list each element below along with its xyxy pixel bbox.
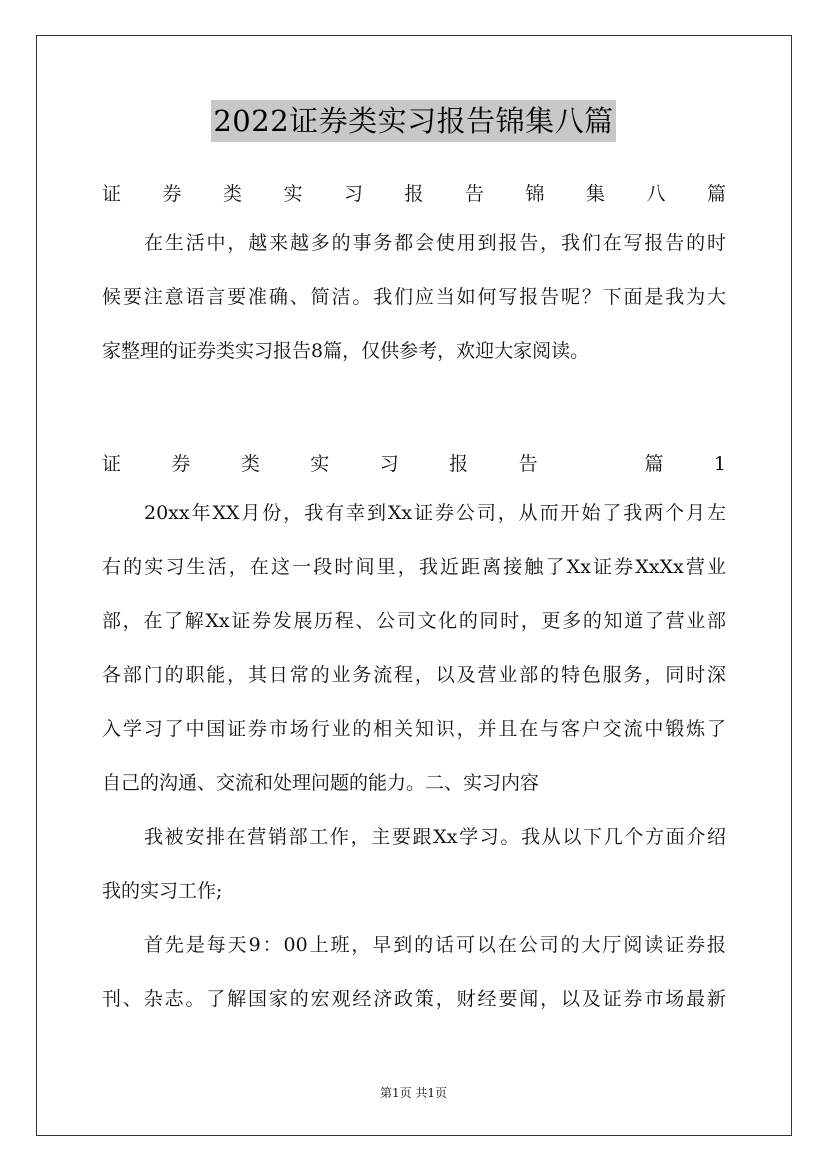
paragraph-line: 入学习了中国证券市场行业的相关知识，并且在与客户交流中锻炼了 (102, 718, 726, 740)
section-heading: 证券类实习报告 篇1 (102, 453, 726, 475)
document-body (102, 172, 726, 1026)
intro-paragraph (102, 216, 726, 378)
paragraph-line: 20xx年XX月份，我有幸到Xx证券公司，从而开始了我两个月左 (144, 502, 726, 524)
paragraph-line: 我被安排在营销部工作，主要跟Xx学习。我从以下几个方面介绍 (144, 826, 726, 848)
paragraph-line: 部，在了解Xx证券发展历程、公司文化的同时，更多的知道了营业部 (102, 610, 726, 632)
paragraph-line: 各部门的职能，其日常的业务流程，以及营业部的特色服务，同时深 (102, 664, 726, 686)
intro-line: 候要注意语言要准确、简洁。我们应当如何写报告呢？下面是我为大 (102, 286, 726, 308)
intro-line: 家整理的证券类实习报告8篇，仅供参考，欢迎大家阅读。 (102, 340, 590, 362)
page-number-label: 第1页 共1页 (379, 1086, 448, 1100)
paragraph-line: 自己的沟通、交流和处理问题的能力。二、实习内容 (102, 772, 540, 794)
intro-line: 在生活中，越来越多的事务都会使用到报告，我们在写报告的时 (144, 232, 726, 254)
paragraph-1 (102, 486, 726, 810)
paragraph-line: 我的实习工作; (102, 880, 223, 902)
document-title: 2022证券类实习报告锦集八篇 (211, 100, 615, 142)
paragraph-3 (102, 918, 726, 1026)
document-subtitle: 证券类实习报告锦集八篇 (102, 183, 726, 205)
paragraph-line: 刊、杂志。了解国家的宏观经济政策，财经要闻，以及证券市场最新 (102, 988, 726, 1010)
title-container (0, 100, 827, 142)
paragraph-2 (102, 810, 726, 918)
paragraph-line: 右的实习生活，在这一段时间里，我近距离接触了Xx证券XxXx营业 (102, 556, 726, 578)
page-footer (0, 1085, 827, 1101)
paragraph-line: 首先是每天9：00上班，早到的话可以在公司的大厅阅读证券报 (144, 934, 726, 956)
